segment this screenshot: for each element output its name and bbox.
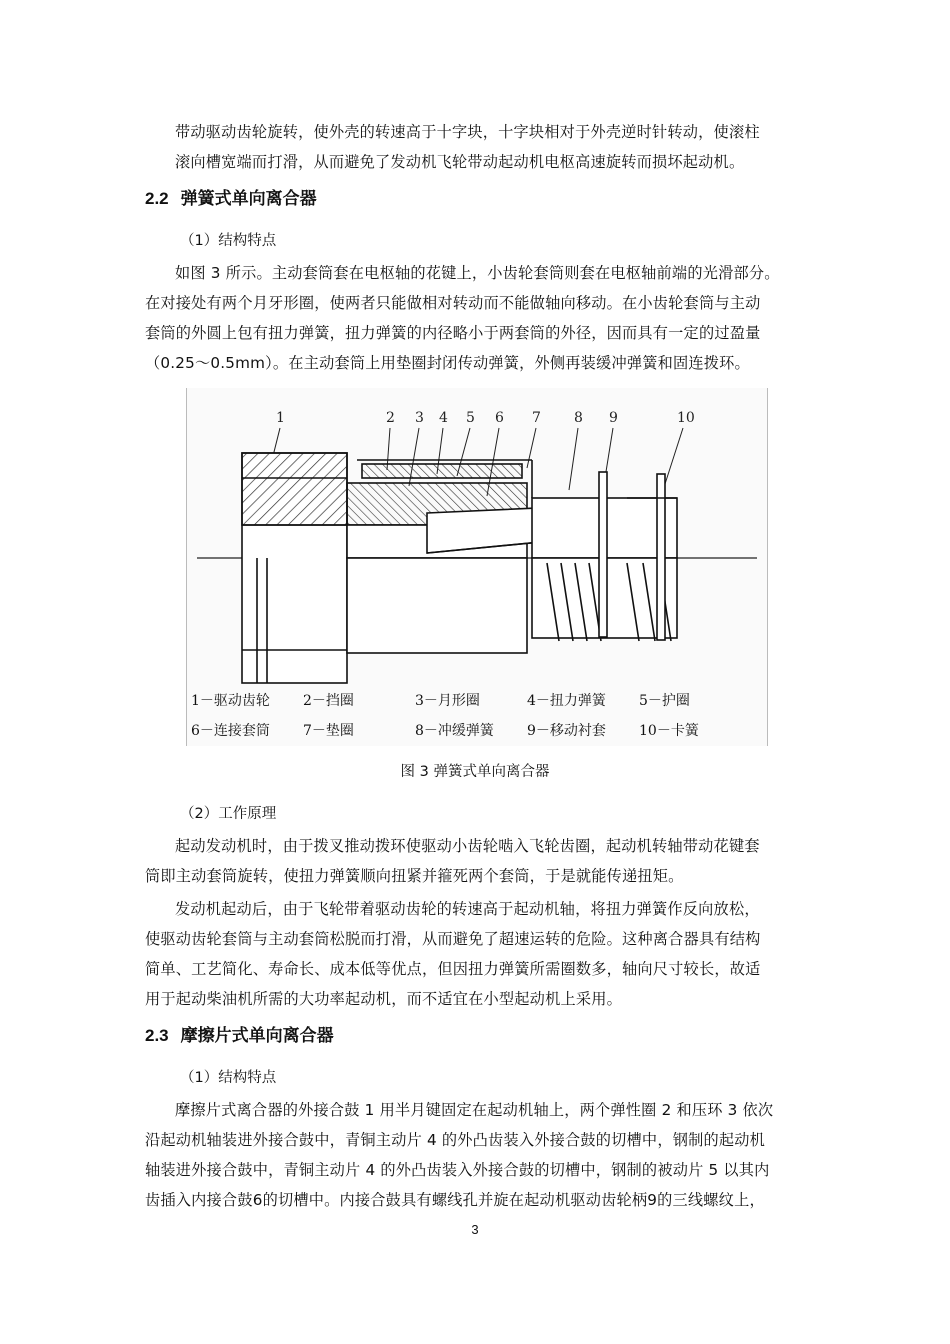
paragraph-line: 沿起动机轴装进外接合鼓中，青铜主动片 4 的外凸齿装入外接合鼓的切槽中，钢制的起动机 [145, 1131, 766, 1149]
section-number: 2.3 [145, 1026, 169, 1045]
legend-item: 5－护圈 [639, 693, 690, 709]
paragraph-line: 滚向槽宽端而打滑，从而避免了发动机飞轮带动起动机电枢高速旋转而损坏起动机。 [175, 153, 745, 171]
part-number: 2 [386, 410, 395, 426]
paragraph-line: 用于起动柴油机所需的大功率起动机，而不适宜在小型起动机上采用。 [145, 990, 623, 1008]
section-title: 摩擦片式单向离合器 [180, 1026, 334, 1046]
subheading: （2）工作原理 [180, 806, 277, 822]
paragraph-line: 在对接处有两个月牙形圈，使两者只能做相对转动而不能做轴向移动。在小齿轮套筒与主动 [145, 294, 761, 312]
paragraph-line: 摩擦片式离合器的外接合鼓 1 用半月键固定在起动机轴上，两个弹性圈 2 和压环 3 依次 [175, 1101, 774, 1119]
paragraph-line: 筒即主动套筒旋转，使扭力弹簧顺向扭紧并箍死两个套筒，于是就能传递扭矩。 [145, 867, 684, 885]
paragraph-line: 齿插入内接合鼓6的切槽中。内接合鼓具有螺线孔并旋在起动机驱动齿轮柄9的三线螺纹上， [145, 1191, 765, 1209]
legend-item: 9－移动衬套 [527, 723, 606, 739]
paragraph-line: 发动机起动后，由于飞轮带着驱动齿轮的转速高于起动机轴，将扭力弹簧作反向放松， [175, 900, 760, 918]
part-number: 3 [415, 410, 424, 426]
legend-row [191, 720, 763, 740]
paragraph-line: 简单、工艺简化、寿命长、成本低等优点，但因扭力弹簧所需圈数多，轴向尺寸较长，故适 [145, 960, 761, 978]
legend-item: 4－扭力弹簧 [527, 693, 606, 709]
legend-item: 6－连接套筒 [191, 723, 270, 739]
legend-item: 1－驱动齿轮 [191, 693, 270, 709]
part-number: 9 [609, 410, 618, 426]
part-number: 5 [466, 410, 475, 426]
paragraph-line: 如图 3 所示。主动套筒套在电枢轴的花键上，小齿轮套筒则套在电枢轴前端的光滑部分。 [175, 264, 780, 282]
legend-item: 10－卡簧 [639, 723, 699, 739]
paragraph-line: 轴装进外接合鼓中，青铜主动片 4 的外凸齿装入外接合鼓的切槽中，钢制的被动片 5 以其内 [145, 1161, 770, 1179]
section-heading-2-3 [145, 1023, 334, 1049]
subheading: （1）结构特点 [180, 1070, 277, 1086]
part-number: 10 [677, 410, 695, 426]
paragraph-line: （0.25～0.5mm）。在主动套筒上用垫圈封闭传动弹簧，外侧再装缓冲弹簧和固连拨环。 [145, 354, 750, 372]
legend-row [191, 690, 763, 710]
part-number: 6 [495, 410, 504, 426]
part-number: 7 [532, 410, 541, 426]
part-number: 1 [276, 410, 285, 426]
paragraph-line: 起动发动机时，由于拨叉推动拨环使驱动小齿轮啮入飞轮齿圈，起动机转轴带动花键套 [175, 837, 760, 855]
page-number: 3 [471, 1222, 479, 1237]
legend-item: 3－月形圈 [415, 693, 480, 709]
legend-item: 7－垫圈 [303, 723, 354, 739]
part-number: 4 [439, 410, 448, 426]
legend-item: 2－挡圈 [303, 693, 354, 709]
legend-item: 8－冲缓弹簧 [415, 723, 494, 739]
part-number: 8 [574, 410, 583, 426]
figure-caption: 图 3 弹簧式单向离合器 [400, 764, 550, 780]
paragraph-line: 套筒的外圆上包有扭力弹簧，扭力弹簧的内径略小于两套筒的外径，因而具有一定的过盈量 [145, 324, 761, 342]
section-number: 2.2 [145, 189, 169, 208]
section-title: 弹簧式单向离合器 [180, 189, 317, 209]
paragraph-line: 使驱动齿轮套筒与主动套筒松脱而打滑，从而避免了超速运转的危险。这种离合器具有结构 [145, 930, 761, 948]
subheading: （1）结构特点 [180, 233, 277, 249]
section-heading-2-2 [145, 186, 317, 212]
figure-spring-clutch [186, 388, 768, 746]
paragraph-line: 带动驱动齿轮旋转，使外壳的转速高于十字块，十字块相对于外壳逆时针转动，使滚柱 [175, 123, 760, 141]
